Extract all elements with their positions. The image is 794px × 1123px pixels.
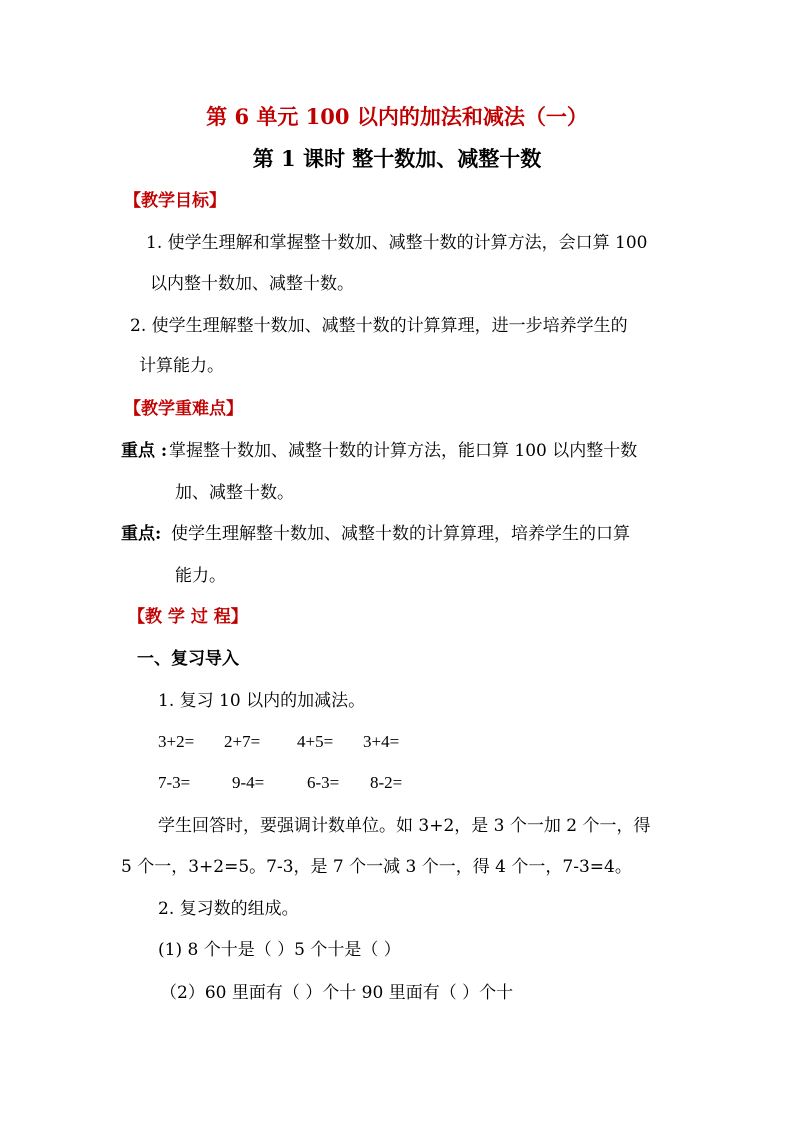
lesson-subtitle: 第 1 课时 整十数加、减整十数 bbox=[252, 146, 542, 171]
equation: 8-2= bbox=[370, 773, 403, 792]
composition-question-1: (1) 8 个十是（ ）5 个十是（ ） bbox=[158, 940, 401, 960]
equation: 4+5= bbox=[297, 732, 334, 751]
composition-question-2: （2）60 里面有（ ）个十 90 里面有（ ）个十 bbox=[160, 983, 514, 1003]
equation: 3+4= bbox=[363, 732, 400, 751]
equation: 2+7= bbox=[224, 732, 261, 751]
review-step-2: 2. 复习数的组成。 bbox=[158, 899, 299, 919]
key-point-2-line-2: 能力。 bbox=[175, 566, 226, 586]
document-title: 第 6 单元 100 以内的加法和减法（一） bbox=[206, 104, 588, 129]
key-point-2-label: 重点: bbox=[121, 524, 162, 544]
key-point-2-line-1: 使学生理解整十数加、减整十数的计算算理，培养学生的口算 bbox=[171, 524, 630, 544]
explanation-line-1: 学生回答时，要强调计数单位。如 3+2，是 3 个一加 2 个一，得 bbox=[158, 816, 651, 836]
objective-item-1-line-1: 1. 使学生理解和掌握整十数加、减整十数的计算方法，会口算 100 bbox=[146, 233, 648, 253]
objectives-heading: 【教学目标】 bbox=[124, 191, 226, 211]
equation: 9-4= bbox=[232, 773, 265, 792]
key-point-1-line-2: 加、减整十数。 bbox=[175, 483, 294, 503]
objective-item-2-line-2: 计算能力。 bbox=[139, 356, 224, 376]
equation: 6-3= bbox=[307, 773, 340, 792]
explanation-line-2: 5 个一，3+2=5。7-3，是 7 个一减 3 个一，得 4 个一，7-3=4。 bbox=[121, 857, 632, 877]
key-point-1-label: 重点 : bbox=[121, 441, 168, 461]
equation: 7-3= bbox=[158, 773, 191, 792]
key-point-1-line-1: 掌握整十数加、减整十数的计算方法，能口算 100 以内整十数 bbox=[169, 441, 638, 461]
review-step-1: 1. 复习 10 以内的加减法。 bbox=[158, 691, 366, 711]
equation: 3+2= bbox=[158, 732, 195, 751]
review-section-heading: 一、复习导入 bbox=[137, 649, 239, 669]
process-heading: 【教 学 过 程】 bbox=[128, 607, 248, 627]
key-points-heading: 【教学重难点】 bbox=[124, 399, 243, 419]
objective-item-2-line-1: 2. 使学生理解整十数加、减整十数的计算算理，进一步培养学生的 bbox=[130, 316, 628, 336]
objective-item-1-line-2: 以内整十数加、减整十数。 bbox=[150, 274, 354, 294]
